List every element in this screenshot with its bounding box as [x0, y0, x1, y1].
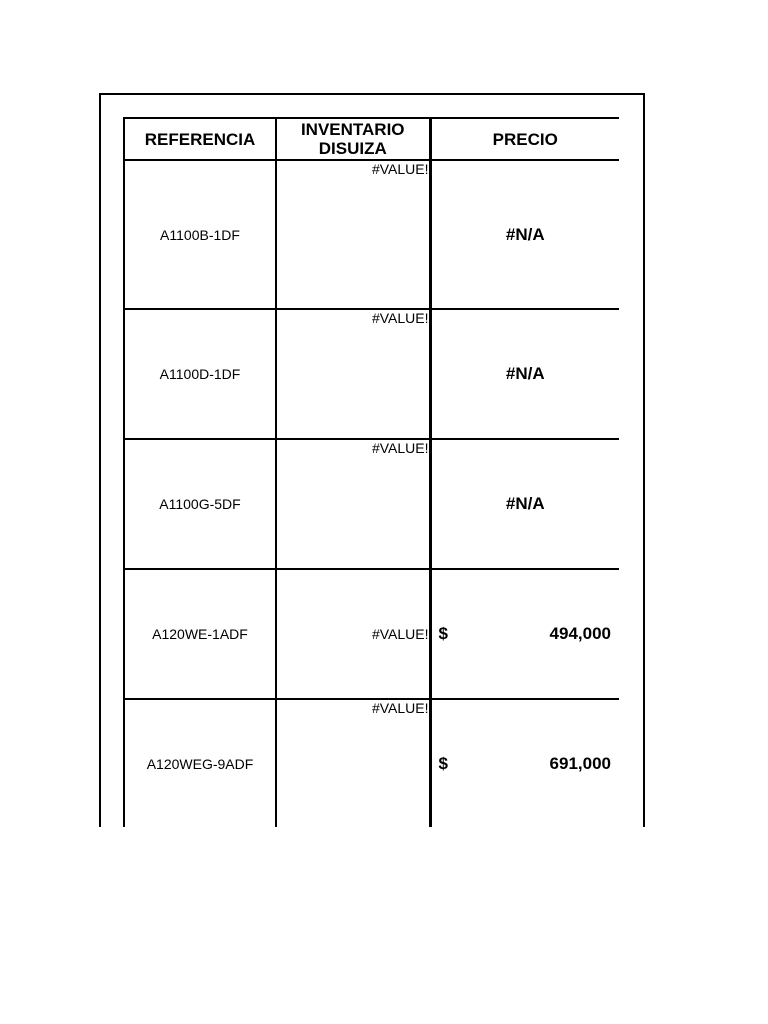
price-cell	[430, 569, 619, 699]
inventory-cell	[276, 569, 430, 699]
inventory-cell	[276, 699, 430, 827]
currency-symbol: $	[438, 624, 448, 643]
header-inventario-line1: INVENTARIO	[300, 120, 405, 139]
header-inventario	[276, 118, 430, 160]
reference-cell: A1100G-5DF	[124, 439, 276, 569]
spreadsheet-area	[123, 117, 619, 827]
price-amount: 691,000	[549, 754, 611, 773]
inventory-cell	[276, 309, 430, 439]
inventory-value: #VALUE!	[371, 310, 429, 326]
table-row	[124, 439, 619, 569]
table-row	[124, 160, 619, 309]
reference-cell: A1100D-1DF	[124, 309, 276, 439]
table-row	[124, 699, 619, 827]
reference-cell: A1100B-1DF	[124, 160, 276, 309]
header-precio: PRECIO	[430, 118, 619, 160]
currency-symbol: $	[438, 754, 448, 773]
price-cell: #N/A	[430, 160, 619, 309]
inventory-cell	[276, 439, 430, 569]
reference-cell: A120WEG-9ADF	[124, 699, 276, 827]
inventory-value: #VALUE!	[371, 161, 429, 177]
price-cell: #N/A	[430, 309, 619, 439]
price-amount: 494,000	[549, 624, 611, 643]
price-cell: #N/A	[430, 439, 619, 569]
header-referencia: REFERENCIA	[124, 118, 276, 160]
table-row	[124, 309, 619, 439]
inventory-value: #VALUE!	[371, 700, 429, 716]
header-row	[124, 118, 619, 160]
reference-cell: A120WE-1ADF	[124, 569, 276, 699]
price-cell	[430, 699, 619, 827]
inventory-value: #VALUE!	[371, 440, 429, 456]
table-row	[124, 569, 619, 699]
price-inventory-table	[123, 117, 619, 827]
header-inventario-line2: DISUIZA	[318, 139, 387, 158]
inventory-value: #VALUE!	[371, 626, 429, 642]
inventory-cell	[276, 160, 430, 309]
